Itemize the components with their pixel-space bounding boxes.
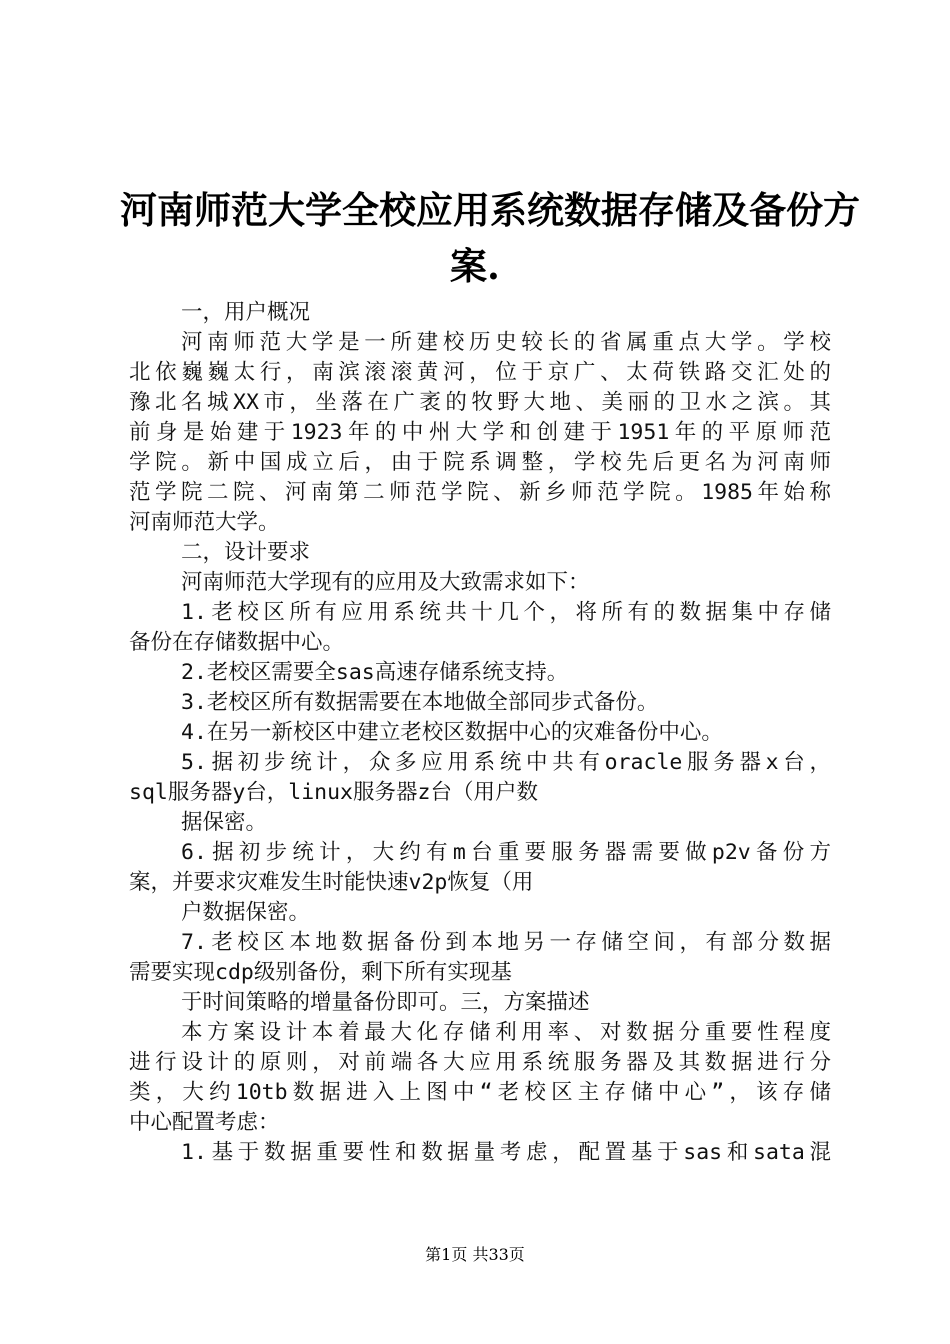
list-item-line: 6.据初步统计，大约有m台重要服务器需要做p2v备份方 [181, 840, 831, 865]
paragraph-line: 河南师范大学。 [129, 510, 280, 535]
list-item-line: 5.据初步统计，众多应用系统中共有oracle服务器x台， [181, 750, 831, 775]
document-title [120, 182, 860, 294]
paragraph-line: 范学院二院、河南第二师范学院、新乡师范学院。1985年始称 [129, 480, 831, 505]
document-body [129, 298, 831, 1168]
section-heading: 二，设计要求 [181, 540, 311, 565]
paragraph-line: 北依巍巍太行，南滨滚滚黄河，位于京广、太荷铁路交汇处的 [129, 360, 831, 385]
list-item-line: 1.老校区所有应用系统共十几个，将所有的数据集中存储 [181, 600, 831, 625]
list-item-line: 据保密。 [181, 810, 268, 835]
page-number-footer: 第1页 共33页 [425, 1245, 525, 1264]
list-item-line: 4.在另一新校区中建立老校区数据中心的灾难备份中心。 [181, 720, 723, 745]
paragraph-line: 河南师范大学现有的应用及大致需求如下： [181, 570, 590, 595]
list-item-line: 1.基于数据重要性和数据量考虑，配置基于sas和sata混 [181, 1140, 831, 1165]
title-line-1: 河南师范大学全校应用系统数据存储及备份方 [120, 188, 860, 232]
paragraph-line: 类，大约10tb数据进入上图中“老校区主存储中心”，该存储 [129, 1080, 831, 1105]
list-item-line: 案，并要求灾难发生时能快速v2p恢复（用 [129, 870, 534, 895]
list-item-line: 3.老校区所有数据需要在本地做全部同步式备份。 [181, 690, 659, 715]
paragraph-line: 河南师范大学是一所建校历史较长的省属重点大学。学校 [181, 330, 831, 355]
list-item-line: 2.老校区需要全sas高速存储系统支持。 [181, 660, 569, 685]
paragraph-line: 学院。新中国成立后，由于院系调整，学校先后更名为河南师 [129, 450, 831, 475]
list-item-line: 需要实现cdp级别备份，剩下所有实现基 [129, 960, 512, 985]
list-item-line: 备份在存储数据中心。 [129, 630, 345, 655]
list-item-line: sql服务器y台，linux服务器z台（用户数 [129, 780, 538, 805]
paragraph-line: 豫北名城XX市，坐落在广袤的牧野大地、美丽的卫水之滨。其 [129, 390, 831, 415]
paragraph-line: 前身是始建于1923年的中州大学和创建于1951年的平原师范 [129, 420, 831, 445]
paragraph-line: 中心配置考虑： [129, 1110, 280, 1135]
paragraph-line: 本方案设计本着最大化存储利用率、对数据分重要性程度 [181, 1020, 831, 1045]
section-heading: 一，用户概况 [181, 300, 311, 325]
list-item-line: 7.老校区本地数据备份到本地另一存储空间，有部分数据 [181, 930, 831, 955]
paragraph-line: 进行设计的原则，对前端各大应用系统服务器及其数据进行分 [129, 1050, 831, 1075]
list-item-line: 户数据保密。 [181, 900, 311, 925]
title-line-2: 案. [450, 244, 500, 288]
list-item-line: 于时间策略的增量备份即可。三，方案描述 [181, 990, 590, 1015]
